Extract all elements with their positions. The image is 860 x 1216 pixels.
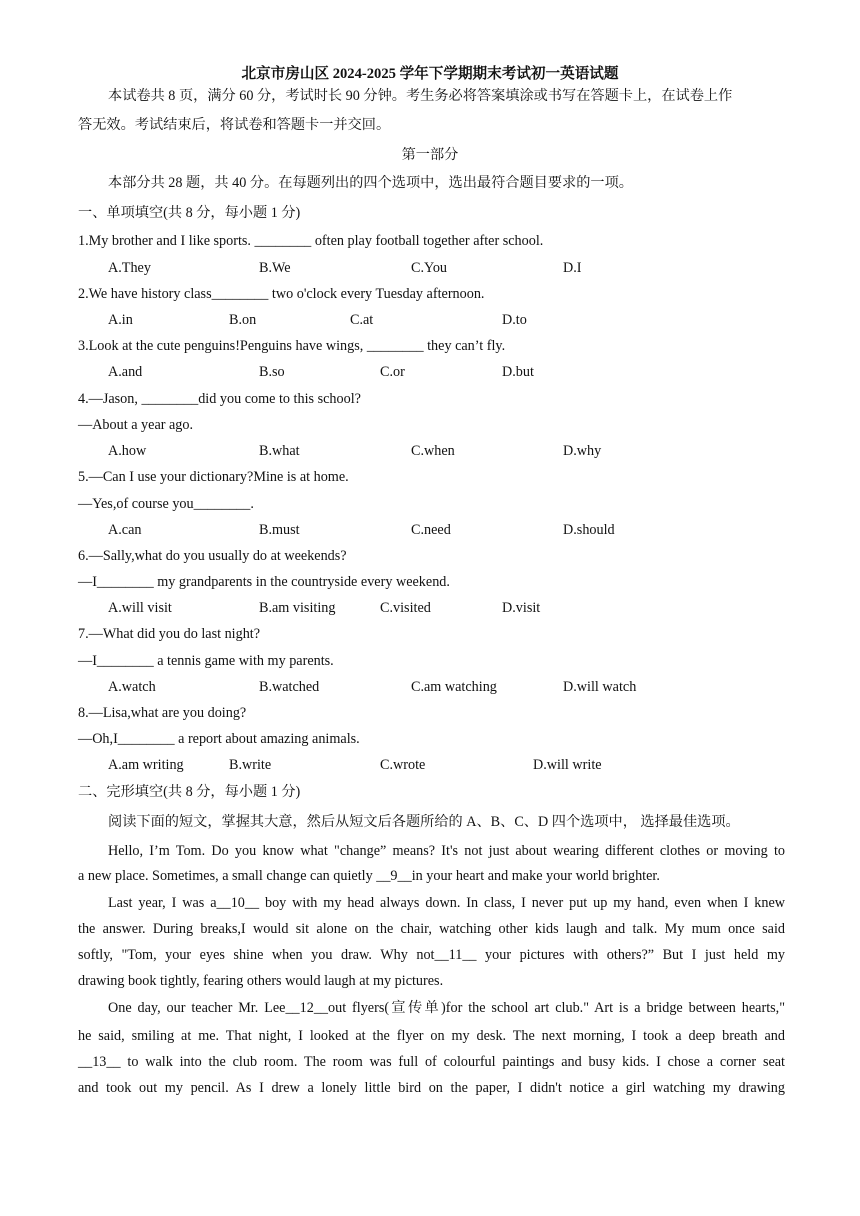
question-5: 5.—Can I use your dictionary?Mine is at home. xyxy=(78,469,349,485)
option-1a: A.They xyxy=(108,260,151,276)
section-one-heading: 一、单项填空(共 8 分，每小题 1 分) xyxy=(78,205,301,221)
question-5-reply: —Yes,of course you________. xyxy=(78,496,254,512)
instructions-line-2: 答无效。考试结束后，将试卷和答题卡一并交回。 xyxy=(78,117,391,133)
option-6d: D.visit xyxy=(502,600,541,616)
question-8-reply: —Oh,I________ a report about amazing animals. xyxy=(78,731,360,747)
question-7-reply: —I________ a tennis game with my parents. xyxy=(78,653,334,669)
option-4b: B.what xyxy=(259,443,300,459)
question-1: 1.My brother and I like sports. ________ often play football together after school. xyxy=(78,233,544,249)
option-4c: C.when xyxy=(411,443,455,459)
passage-line-3: Last year, I was a__10__ boy with my head always down. In class, I never put up my hand, even when I knew xyxy=(108,895,785,911)
option-8c: C.wrote xyxy=(380,757,426,773)
option-2c: C.at xyxy=(350,312,374,328)
option-4d: D.why xyxy=(563,443,602,459)
option-8a: A.am writing xyxy=(108,757,184,773)
question-4-reply: —About a year ago. xyxy=(78,417,194,433)
exam-title: 北京市房山区 2024-2025 学年下学期期末考试初一英语试题 xyxy=(241,66,619,82)
passage-line-9: __13__ to walk into the club room. The room was full of colourful paintings and busy kids. I chose a corner seat xyxy=(78,1054,785,1070)
option-2d: D.to xyxy=(502,312,527,328)
question-6: 6.—Sally,what do you usually do at weekends? xyxy=(78,548,347,564)
option-8d: D.will write xyxy=(533,757,602,773)
question-4: 4.—Jason, ________did you come to this school? xyxy=(78,391,361,407)
question-2: 2.We have history class________ two o'clock every Tuesday afternoon. xyxy=(78,286,485,302)
option-3c: C.or xyxy=(380,364,405,380)
option-6c: C.visited xyxy=(380,600,431,616)
option-5a: A.can xyxy=(108,522,142,538)
option-2b: B.on xyxy=(229,312,257,328)
passage-line-5: softly, "Tom, your eyes shine when you draw. Why not__11__ your pictures with others?” But I just held my xyxy=(78,947,785,963)
option-6a: A.will visit xyxy=(108,600,172,616)
passage-line-6: drawing book tightly, fearing others would laugh at my pictures. xyxy=(78,973,444,989)
option-3d: D.but xyxy=(502,364,534,380)
option-3b: B.so xyxy=(259,364,285,380)
option-1b: B.We xyxy=(259,260,291,276)
option-3a: A.and xyxy=(108,364,143,380)
option-5c: C.need xyxy=(411,522,451,538)
question-8: 8.—Lisa,what are you doing? xyxy=(78,705,247,721)
option-2a: A.in xyxy=(108,312,133,328)
passage-line-8: he said, smiling at me. That night, I looked at the flyer on my desk. The next morning, I took a deep breath and xyxy=(78,1028,785,1044)
question-3: 3.Look at the cute penguins!Penguins have wings, ________ they can’t fly. xyxy=(78,338,506,354)
passage-line-4: the answer. During breaks,I would sit alone on the chair, watching other kids laugh and talk. My mum once said xyxy=(78,921,785,937)
option-1c: C.You xyxy=(411,260,448,276)
passage-line-10: and took out my pencil. As I drew a lonely little bird on the paper, I didn't notice a girl watching my drawing xyxy=(78,1080,785,1096)
part-one-intro: 本部分共 28 题，共 40 分。在每题列出的四个选项中，选出最符合题目要求的一项。 xyxy=(108,175,633,191)
question-6-reply: —I________ my grandparents in the countryside every weekend. xyxy=(78,574,450,590)
passage-line-1: Hello, I’m Tom. Do you know what "change” means? It's not just about wearing different clothes or moving to xyxy=(108,843,785,859)
option-7c: C.am watching xyxy=(411,679,497,695)
option-4a: A.how xyxy=(108,443,147,459)
option-7d: D.will watch xyxy=(563,679,637,695)
option-1d: D.I xyxy=(563,260,582,276)
option-7b: B.watched xyxy=(259,679,320,695)
part-one-heading: 第一部分 xyxy=(401,147,459,163)
option-5d: D.should xyxy=(563,522,615,538)
instructions-line-1: 本试卷共 8 页，满分 60 分，考试时长 90 分钟。考生务必将答案填涂或书写在答题卡上，在试卷上作 xyxy=(108,88,733,104)
option-8b: B.write xyxy=(229,757,272,773)
option-7a: A.watch xyxy=(108,679,156,695)
section-two-heading: 二、完形填空(共 8 分，每小题 1 分) xyxy=(78,784,301,800)
option-5b: B.must xyxy=(259,522,300,538)
section-two-intro: 阅读下面的短文，掌握其大意，然后从短文后各题所给的 A、B、C、D 四个选项中， 选择最佳选项。 xyxy=(108,814,740,830)
passage-line-7: One day, our teacher Mr. Lee__12__out flyers(宣传单)for the school art club." Art is a bridge between hearts," xyxy=(108,1000,785,1016)
question-7: 7.—What did you do last night? xyxy=(78,626,261,642)
passage-line-2: a new place. Sometimes, a small change can quietly __9__in your heart and make your world brighter. xyxy=(78,868,660,884)
option-6b: B.am visiting xyxy=(259,600,336,616)
